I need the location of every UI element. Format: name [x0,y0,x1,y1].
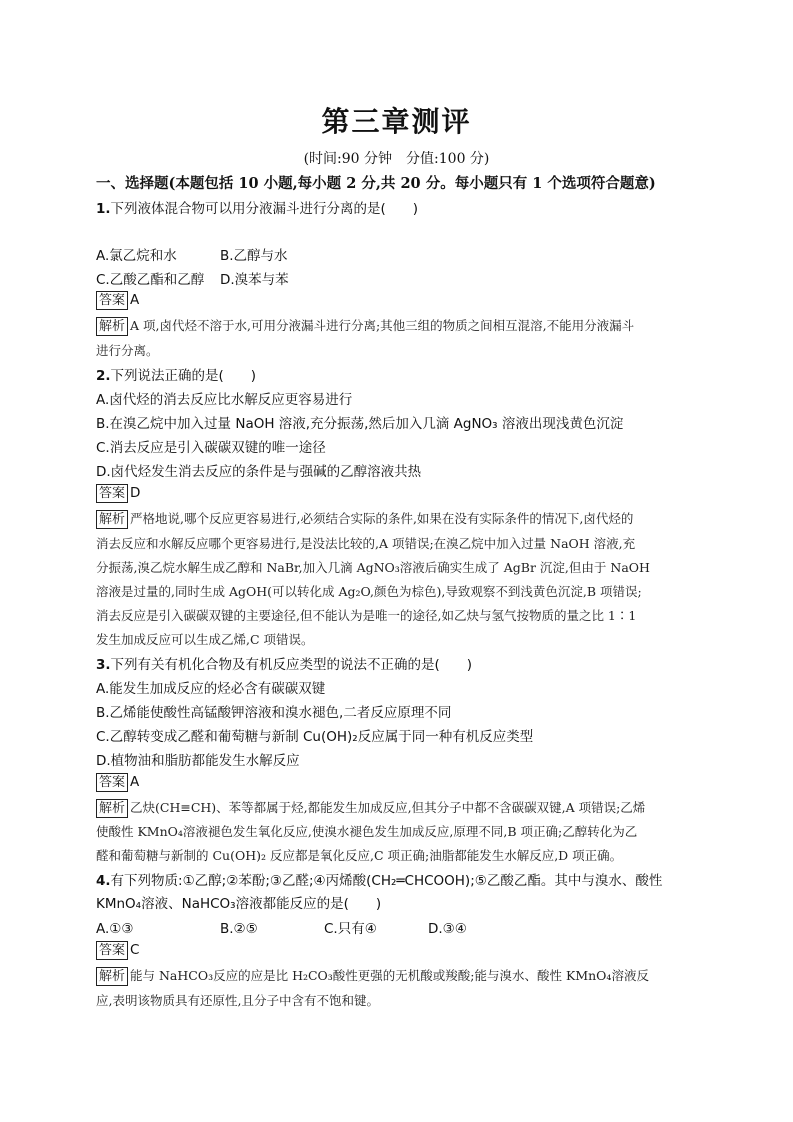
q2-analysis-line-1 [96,509,633,529]
q2-analysis-line-4: 溶液是过量的,同时生成 AgOH(可以转化成 Ag₂O,颜色为棕色),导致观察不到浅黄色沉淀,B 项错误; [96,584,642,599]
q3-analysis-line-1 [96,798,645,818]
q1-answer [96,291,139,310]
question-4-cont: KMnO₄溶液、NaHCO₃溶液都能反应的是( ) [96,896,382,912]
answer-value: C [130,942,140,958]
option-a: A.①③ [96,921,134,937]
q3-option-b: B.乙烯能使酸性高锰酸钾溶液和溴水褪色,二者反应原理不同 [96,705,452,721]
option-b: B.②⑤ [220,921,258,937]
option-d: D.溴苯与苯 [220,272,289,288]
question-text: 下列有关有机化合物及有机反应类型的说法不正确的是( ) [110,657,473,673]
q3-option-a: A.能发生加成反应的烃必含有碳碳双键 [96,681,326,697]
analysis-label: 解析 [96,799,128,818]
answer-value: A [130,292,140,308]
option-c: C.乙酸乙酯和乙醇 [96,272,205,288]
q1-analysis-line-2: 进行分离。 [96,343,159,358]
section-heading: 一、选择题(本题包括 10 小题,每小题 2 分,共 20 分。每小题只有 1 个选项符合题意) [96,175,656,192]
answer-label: 答案 [96,291,128,310]
q4-answer [96,941,139,960]
q4-analysis-line-2: 应,表明该物质具有还原性,且分子中含有不饱和键。 [96,993,379,1008]
analysis-text: 严格地说,哪个反应更容易进行,必须结合实际的条件,如果在没有实际条件的情况下,卤代烃的 [130,511,634,526]
q2-option-c: C.消去反应是引入碳碳双键的唯一途径 [96,440,326,456]
q3-analysis-line-2: 使酸性 KMnO₄溶液褪色发生氧化反应,使溴水褪色发生加成反应,原理不同,B 项正确;乙醇转化为乙 [96,824,638,839]
page-title: 第三章测评 [321,105,472,138]
q3-option-d: D.植物油和脂肪都能发生水解反应 [96,753,300,769]
analysis-label: 解析 [96,317,128,336]
q2-answer [96,484,140,503]
q2-analysis-line-3: 分振荡,溴乙烷水解生成乙醇和 NaBr,加入几滴 AgNO₃溶液后确实生成了 AgBr 沉淀,但由于 NaOH [96,560,650,575]
analysis-text: A 项,卤代烃不溶于水,可用分液漏斗进行分离;其他三组的物质之间相互混溶,不能用分液漏斗 [130,318,635,333]
option-a: A.氯乙烷和水 [96,248,177,264]
question-4 [96,869,662,889]
answer-label: 答案 [96,484,128,503]
question-text: 下列液体混合物可以用分液漏斗进行分离的是( ) [110,201,419,217]
q3-option-c: C.乙醇转变成乙醛和葡萄糖与新制 Cu(OH)₂反应属于同一种有机反应类型 [96,729,534,745]
answer-label: 答案 [96,773,128,792]
question-text: 下列说法正确的是( ) [110,368,257,384]
answer-value: A [130,774,140,790]
option-b: B.乙醇与水 [220,248,288,264]
question-text: 有下列物质:①乙醇;②苯酚;③乙醛;④丙烯酸(CH₂═CHCOOH);⑤乙酸乙酯。其中与溴水、酸性 [110,873,663,889]
analysis-text: 乙炔(CH≡CH)、苯等都属于烃,都能发生加成反应,但其分子中都不含碳碳双键,A 项错误;乙烯 [130,800,646,815]
option-d: D.③④ [428,921,467,937]
question-2 [96,364,256,384]
question-number: 1. [96,201,111,217]
q1-options-row1 [96,244,288,264]
q1-analysis-line-1 [96,316,634,336]
q2-analysis-line-2: 消去反应和水解反应哪个更容易进行,是没法比较的,A 项错误;在溴乙烷中加入过量 NaOH 溶液,充 [96,536,636,551]
q4-analysis-line-1 [96,966,649,986]
q3-answer [96,773,139,792]
q2-option-d: D.卤代烃发生消去反应的条件是与强碱的乙醇溶液共热 [96,464,422,480]
question-3 [96,653,472,673]
q1-options-row2 [96,268,289,288]
analysis-label: 解析 [96,967,128,986]
answer-label: 答案 [96,941,128,960]
option-c: C.只有④ [324,921,377,937]
analysis-label: 解析 [96,510,128,529]
q3-analysis-line-3: 醛和葡萄糖与新制的 Cu(OH)₂ 反应都是氧化反应,C 项正确;油脂都能发生水解反应,D 项正确。 [96,848,623,863]
question-number: 2. [96,368,111,384]
question-1 [96,197,418,217]
question-number: 3. [96,657,111,673]
analysis-text: 能与 NaHCO₃反应的应是比 H₂CO₃酸性更强的无机酸或羧酸;能与溴水、酸性 KMnO₄溶液反 [130,968,649,983]
question-number: 4. [96,873,111,889]
q4-options [96,917,467,937]
q2-option-a: A.卤代烃的消去反应比水解反应更容易进行 [96,392,353,408]
q2-analysis-line-6: 发生加成反应可以生成乙烯,C 项错误。 [96,632,314,647]
q2-option-b: B.在溴乙烷中加入过量 NaOH 溶液,充分振荡,然后加入几滴 AgNO₃ 溶液出现浅黄色沉淀 [96,416,624,432]
answer-value: D [130,485,141,501]
q2-analysis-line-5: 消去反应是引入碳碳双键的主要途径,但不能认为是唯一的途径,如乙炔与氢气按物质的量之比 1∶1 [96,608,637,623]
page-subtitle: (时间:90 分钟 分值:100 分) [303,151,490,167]
